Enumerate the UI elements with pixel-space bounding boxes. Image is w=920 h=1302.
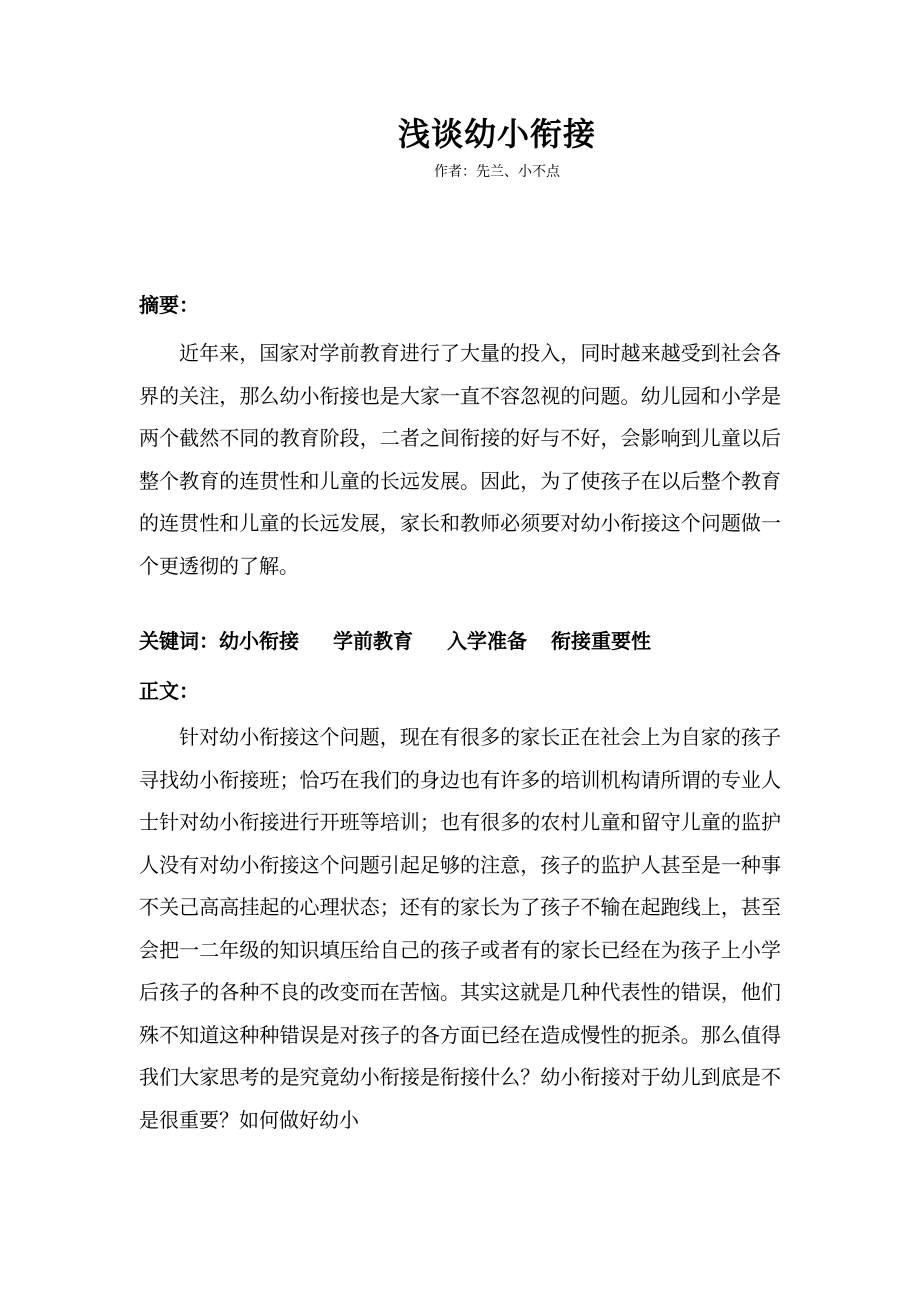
abstract-heading: 摘要：	[139, 293, 199, 317]
keyword-item: 学前教育	[333, 629, 413, 653]
keyword-item: 衔接重要性	[551, 629, 651, 653]
keywords-line	[139, 627, 651, 655]
document-title: 浅谈幼小衔接	[397, 115, 596, 153]
keyword-item: 幼小衔接	[219, 629, 299, 653]
body-paragraph: 针对幼小衔接这个问题，现在有很多的家长正在社会上为自家的孩子寻找幼小衔接班；恰巧在我们的身边也有许多的培训机构请所谓的专业人士针对幼小衔接进行开班等培训；也有很多的农村儿童和留守儿童的监护人没有对幼小衔接这个问题引起足够的注意，孩子的监护人甚至是一种事不关己高高挂起的心理状态；还有的家长为了孩子不输在起跑线上，甚至会把一二年级的知识填压给自己的孩子或者有的家长已经在为孩子上小学后孩子的各种不良的改变而在苦恼。其实这就是几种代表性的错误，他们殊不知道这种种错误是对孩子的各方面已经在造成慢性的扼杀。那么值得我们大家思考的是究竟幼小衔接是衔接什么？幼小衔接对于幼儿到底是不是很重要？如何做好幼小	[139, 725, 781, 1132]
abstract-paragraph: 近年来，国家对学前教育进行了大量的投入，同时越来越受到社会各界的关注，那么幼小衔接也是大家一直不容忽视的问题。幼儿园和小学是两个截然不同的教育阶段，二者之间衔接的好与不好，会影响到儿童以后整个教育的连贯性和儿童的长远发展。因此，为了使孩子在以后整个教育的连贯性和儿童的长远发展，家长和教师必须要对幼小衔接这个问题做一个更透彻的了解。	[139, 341, 781, 578]
author-line: 作者：先兰、小不点	[434, 164, 560, 180]
keywords-label: 关键词：	[139, 629, 219, 653]
body-heading: 正文：	[139, 679, 199, 703]
keyword-item: 入学准备	[447, 629, 527, 653]
